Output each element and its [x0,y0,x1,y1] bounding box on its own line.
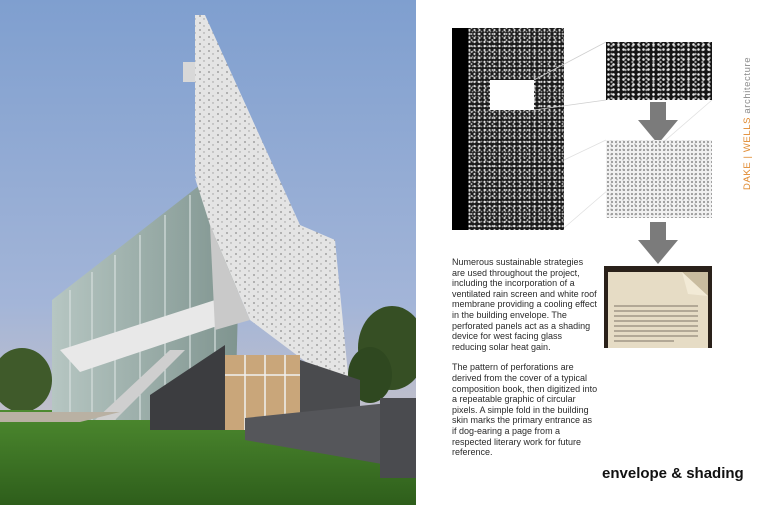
composition-book-label [490,80,534,110]
svg-text:DAKE | WELLS archi [742,57,753,190]
brand-name-part1: DAKE [742,161,753,190]
brand-name-part2: WELLS [742,116,753,153]
description-text [452,257,598,468]
arrow-down-icon [638,222,678,264]
brand-suffix: architecture [742,56,753,114]
composition-book-cover [452,28,564,230]
composition-book-spine [452,28,468,230]
page-title: envelope & shading [602,465,744,482]
arrow-down-icon [638,102,678,144]
digitized-pixel-pattern [606,140,712,218]
description-paragraph-1: Numerous sustainable strategies are used throughout the project, including the incorporation of a ventilated rain screen and white roof membrane providing a cooling effect in the building envelope. The perforated panels act as a shading device for west facing glass reducing solar heat gain. [452,257,597,352]
cover-pattern-detail [606,42,712,100]
dog-eared-page-photo [604,266,712,348]
book-page-illustration [604,266,712,348]
description-paragraph-2: The pattern of perforations are derived from the cover of a typical composition book, then digitized into a repeatable graphic of circular pixels. A simple fold in the building skin marks the primary entrance as if dog-earing a page from a respected literary work for future reference. [452,362,598,458]
brand-logo [740,30,754,190]
brand-separator: | [742,155,753,159]
